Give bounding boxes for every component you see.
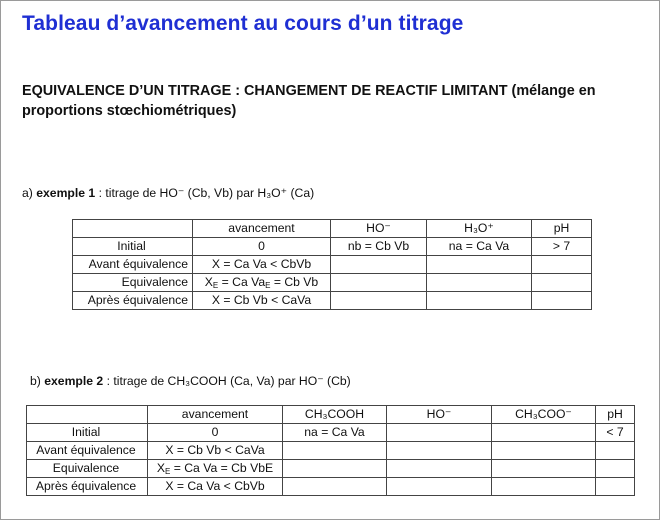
- example-2-cell: [492, 442, 596, 460]
- example-1-intro: [22, 186, 314, 200]
- example-1-table: [72, 219, 592, 310]
- example-2-marker: b): [30, 374, 41, 388]
- example-2-cell: [283, 442, 387, 460]
- example-2-cell: [283, 478, 387, 496]
- example-2-row: [27, 460, 635, 478]
- example-1-row: [73, 292, 592, 310]
- example-1-row: [73, 274, 592, 292]
- example-2-cell: [387, 478, 492, 496]
- example-1-cell: X = Ca Va < CbVb: [193, 256, 331, 274]
- example-2-cell: 0: [148, 424, 283, 442]
- example-1-header-cell: HO⁻: [331, 220, 427, 238]
- example-1-cell: > 7: [532, 238, 592, 256]
- example-2-text: : titrage de CH₃COOH (Ca, Va) par HO⁻ (Cb): [106, 374, 351, 388]
- example-2-row-label: Après équivalence: [27, 478, 148, 496]
- example-2-row-label: Equivalence: [27, 460, 148, 478]
- example-1-cell: [427, 274, 532, 292]
- example-1-row-label: Après équivalence: [73, 292, 193, 310]
- example-2-row-label: Initial: [27, 424, 148, 442]
- example-1-row-label: Initial: [73, 238, 193, 256]
- example-1-cell: na = Ca Va: [427, 238, 532, 256]
- example-1-cell: $X_E = Ca$ $Va_E = Cb$ Vb: [193, 274, 331, 292]
- example-1-cell: [532, 292, 592, 310]
- example-2-cell: [596, 460, 635, 478]
- example-1-row: [73, 238, 592, 256]
- example-2-header-cell: [27, 406, 148, 424]
- example-2-table: [26, 405, 635, 496]
- example-1-header-row: [73, 220, 592, 238]
- section-heading: EQUIVALENCE D’UN TITRAGE : CHANGEMENT DE REACTIF LIMITANT (mélange en proportions stœchiométriques): [22, 83, 596, 119]
- example-2-cell: na = Ca Va: [283, 424, 387, 442]
- example-2-cell: X = Ca Va < CbVb: [148, 478, 283, 496]
- example-1-row: [73, 256, 592, 274]
- example-2-cell: $X_E = Ca$ Va = Cb VbE: [148, 460, 283, 478]
- example-1-cell: [532, 256, 592, 274]
- example-1-table-body: [73, 220, 592, 310]
- example-1-marker: a): [22, 186, 33, 200]
- example-2-cell: [492, 478, 596, 496]
- example-1-cell: X = Cb Vb < CaVa: [193, 292, 331, 310]
- example-2-row: [27, 424, 635, 442]
- example-1-cell: [331, 256, 427, 274]
- example-2-row: [27, 442, 635, 460]
- example-1-header-cell: [73, 220, 193, 238]
- example-1-cell: [331, 292, 427, 310]
- example-2-header-cell: avancement: [148, 406, 283, 424]
- example-2-cell: < 7: [596, 424, 635, 442]
- example-1-text: : titrage de HO⁻ (Cb, Vb) par H₃O⁺ (Ca): [98, 186, 315, 200]
- example-2-label: exemple 2: [44, 374, 104, 388]
- example-2-cell: [387, 442, 492, 460]
- example-2-header-cell: pH: [596, 406, 635, 424]
- example-2-cell: [596, 442, 635, 460]
- page-title: Tableau d’avancement au cours d’un titrage: [22, 12, 464, 35]
- example-2-intro: [30, 374, 351, 388]
- example-2-table-body: [27, 406, 635, 496]
- example-2-header-cell: CH₃COO⁻: [492, 406, 596, 424]
- example-2-cell: [492, 460, 596, 478]
- example-1-header-cell: avancement: [193, 220, 331, 238]
- example-1-cell: [427, 256, 532, 274]
- example-1-cell: 0: [193, 238, 331, 256]
- example-1-cell: nb = Cb Vb: [331, 238, 427, 256]
- example-1-header-cell: H₃O⁺: [427, 220, 532, 238]
- example-1-cell: [427, 292, 532, 310]
- example-2-cell: [492, 424, 596, 442]
- example-2-row-label: Avant équivalence: [27, 442, 148, 460]
- example-2-header-cell: HO⁻: [387, 406, 492, 424]
- example-2-cell: X = Cb Vb < CaVa: [148, 442, 283, 460]
- example-1-row-label: Avant équivalence: [73, 256, 193, 274]
- example-2-cell: [596, 478, 635, 496]
- example-2-header-cell: CH₃COOH: [283, 406, 387, 424]
- example-2-cell: [387, 460, 492, 478]
- example-1-header-cell: pH: [532, 220, 592, 238]
- example-1-cell: [331, 274, 427, 292]
- example-2-cell: [387, 424, 492, 442]
- example-2-cell: [283, 460, 387, 478]
- example-2-row: [27, 478, 635, 496]
- example-1-cell: [532, 274, 592, 292]
- example-1-row-label: Equivalence: [73, 274, 193, 292]
- example-1-label: exemple 1: [36, 186, 96, 200]
- example-2-header-row: [27, 406, 635, 424]
